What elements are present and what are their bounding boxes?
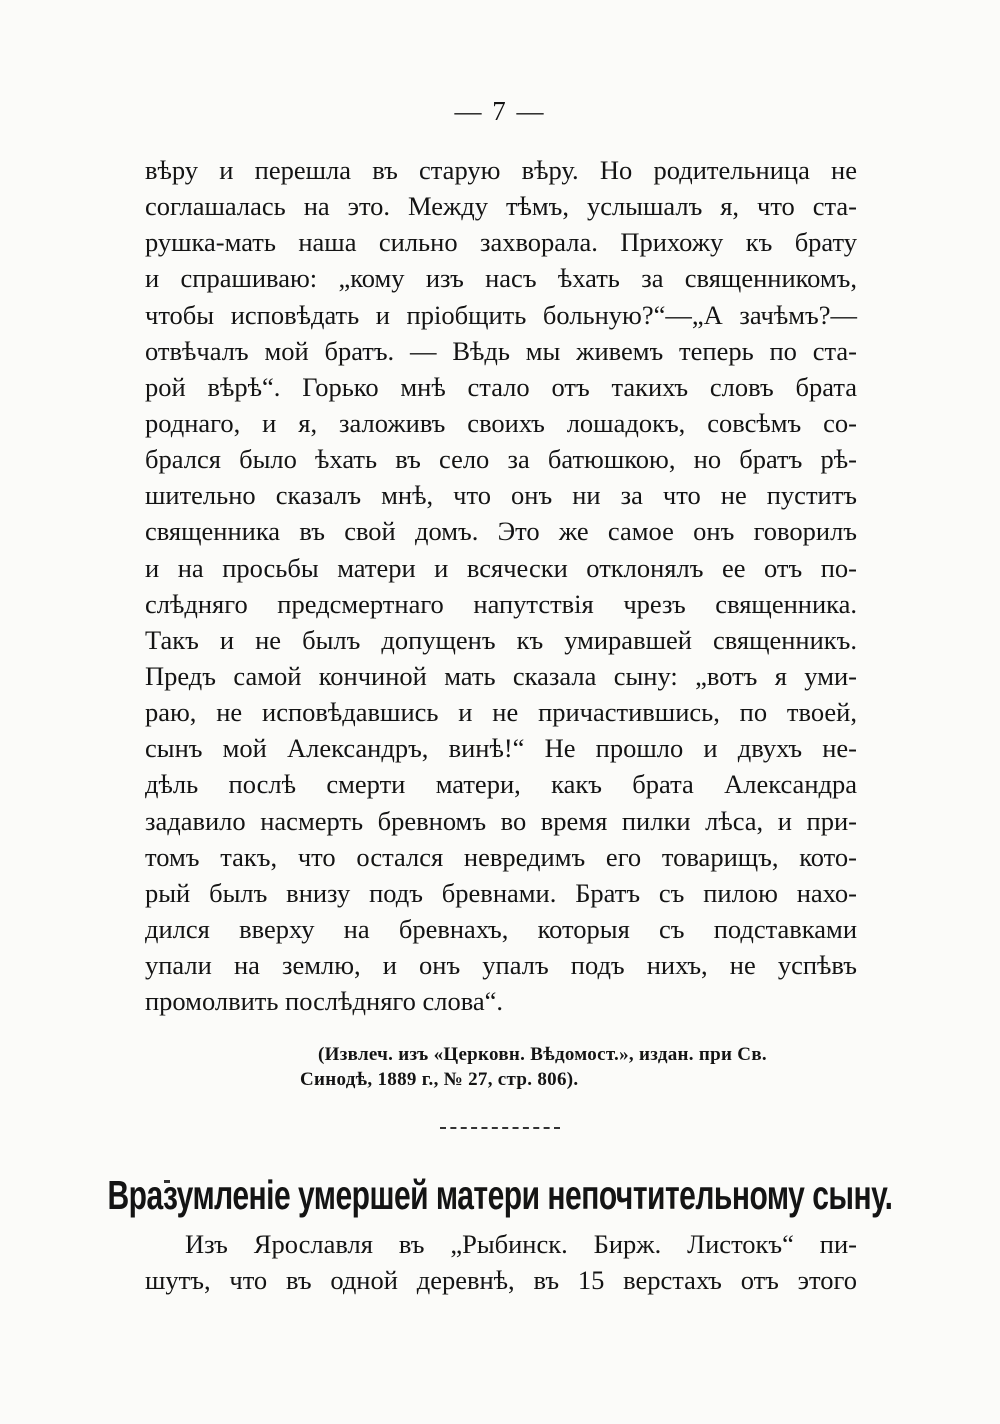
text-line: священника въ свой домъ. Это же самое онъ говорилъ <box>145 516 857 547</box>
page-number: — 7 — <box>454 96 546 126</box>
text-line: брался было ѣхать въ село за батюшкою, но братъ рѣ- <box>145 444 857 475</box>
text-line: Такъ и не былъ допущенъ къ умиравшей священникъ. <box>145 624 857 655</box>
text-line: сынъ мой Александръ, винѣ!“ Не прошло и двухъ не- <box>145 733 857 764</box>
text-line: чтобы исповѣдать и пріобщить больную?“—„А зачѣмъ?— <box>145 299 857 330</box>
text-line: шутъ, что въ одной деревнѣ, въ 15 верстахъ отъ этого <box>145 1265 857 1296</box>
text-line: раю, не исповѣдавшись и не причастившись, по твоей, <box>145 697 857 728</box>
source-citation <box>300 1042 830 1092</box>
text-line: и спрашиваю: „кому изъ насъ ѣхать за священникомъ, <box>145 263 857 294</box>
next-paragraph <box>145 1226 857 1298</box>
text-line: дѣль послѣ смерти матери, какъ брата Александра <box>145 769 857 800</box>
section-divider <box>440 1127 560 1129</box>
text-line: шительно сказалъ мнѣ, что онъ ни за что не пуститъ <box>145 480 857 511</box>
text-line: упали на землю, и онъ упалъ подъ нихъ, не успѣвъ <box>145 950 857 981</box>
text-line: соглашалась на это. Между тѣмъ, услышалъ я, что ста- <box>145 191 857 222</box>
source-citation-line: Синодѣ, 1889 г., № 27, стр. 806). <box>300 1069 579 1090</box>
text-line: и на просьбы матери и всячески отклонялъ ее отъ по- <box>145 552 857 583</box>
text-line: роднаго, и я, заложивъ своихъ лошадокъ, совсѣмъ со- <box>145 407 857 438</box>
text-line: слѣдняго предсмертнаго напутствія чрезъ священника. <box>145 588 857 619</box>
text-line: дился вверху на бревнахъ, которыя съ подставками <box>145 913 857 944</box>
text-line: отвѣчалъ мой братъ. — Вѣдь мы живемъ теперь по ста- <box>145 335 857 366</box>
section-heading: Вразумленіе умершей матери непочтительному сыну. <box>107 1173 893 1219</box>
source-citation-line: (Извлеч. изъ «Церковн. Вѣдомост.», издан. при Св. <box>318 1044 767 1065</box>
text-line: вѣру и перешла въ старую вѣру. Но родительница не <box>145 155 857 185</box>
text-line: рушка-мать наша сильно захворала. Прихожу къ брату <box>145 227 857 258</box>
text-line: рой вѣрѣ“. Горько мнѣ стало отъ такихъ словъ брата <box>145 371 857 402</box>
text-line: рый былъ внизу подъ бревнами. Братъ съ пилою нахо- <box>145 877 857 908</box>
text-line: промолвить послѣдняго слова“. <box>145 986 504 1017</box>
text-line: Предъ самой кончиной мать сказала сыну: „вотъ я уми- <box>145 660 857 691</box>
text-line: задавило насмерть бревномъ во время пилки лѣса, и при- <box>145 805 857 836</box>
text-line: томъ такъ, что остался невредимъ его товарищъ, кото- <box>145 841 857 872</box>
main-paragraph <box>145 152 857 1019</box>
text-line: Изъ Ярославля въ „Рыбинск. Бирж. Листокъ“ пи- <box>185 1229 857 1259</box>
